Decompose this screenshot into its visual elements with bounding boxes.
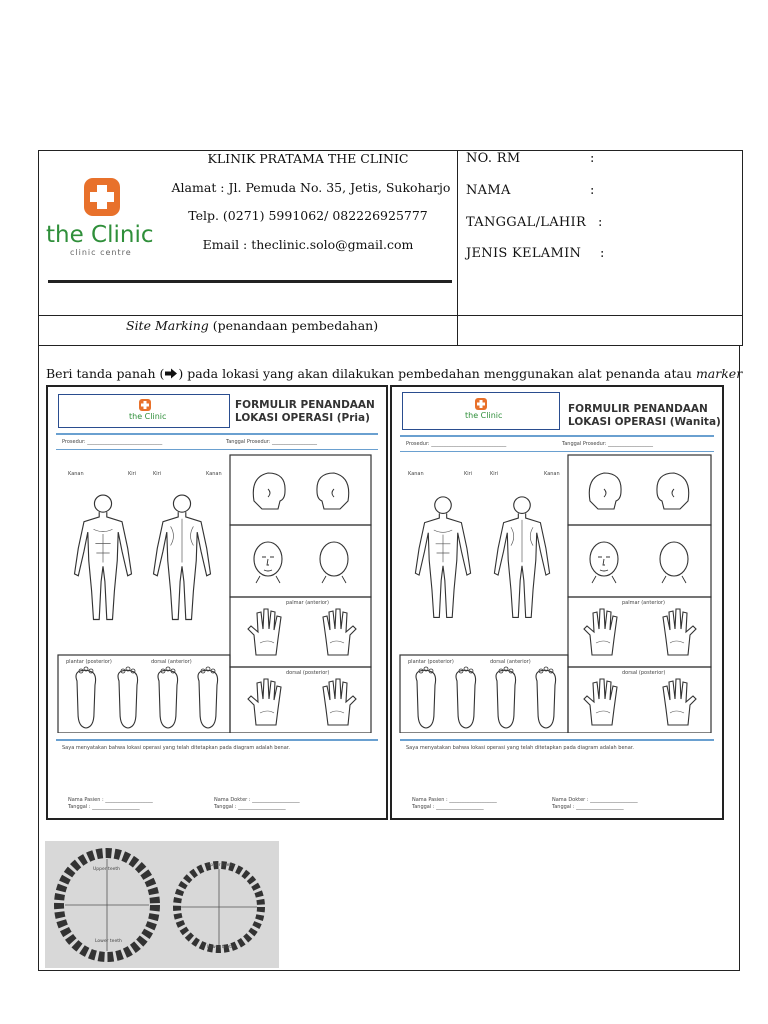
logo-tagline: clinic centre [70, 248, 132, 257]
logo-wordmark: the Clinic [46, 222, 154, 248]
tanggal-prosedur-field: Tanggal Prosedur: __________________ [226, 439, 318, 445]
field-jenis-kelamin-colon: : [600, 246, 605, 261]
form-title-line2: LOKASI OPERASI (Wanita) [568, 416, 721, 428]
prosedur-field: Prosedur: ______________________________ [406, 441, 507, 447]
form-logo-box [58, 394, 230, 428]
patient-date-field: Tanggal : ___________________ [68, 804, 140, 810]
svg-text:plantar (posterior): plantar (posterior) [408, 659, 454, 665]
site-marking-form-male [46, 385, 388, 820]
svg-text:dorsal (anterior): dorsal (anterior) [151, 659, 192, 665]
form-divider [56, 433, 378, 435]
upper-teeth-label: Upper teeth [207, 863, 234, 868]
cross-logo-icon [139, 399, 151, 411]
site-marking-title [126, 318, 378, 333]
upper-teeth-label: Upper teeth [93, 867, 120, 872]
svg-text:Kiri: Kiri [490, 471, 499, 477]
patient-name-field: Nama Pasien : ___________________ [412, 797, 497, 803]
field-no-rm-label: NO. RM [466, 151, 521, 166]
form-logo-box [402, 392, 560, 430]
svg-text:Kanan: Kanan [544, 471, 560, 477]
form-statement: Saya menyatakan bahwa lokasi operasi yang telah ditetapkan pada diagram adalah benar. [62, 745, 290, 751]
doctor-date-field: Tanggal : ___________________ [214, 804, 286, 810]
site-marking-rest: (penandaan pembedahan) [208, 318, 379, 333]
cross-logo-icon [46, 172, 156, 222]
form-logo-text: the Clinic [129, 412, 167, 421]
lower-teeth-label: Lower teeth [95, 939, 122, 944]
dental-chart [45, 841, 279, 968]
instruction-marker: marker [695, 366, 743, 381]
clinic-logo [46, 172, 156, 262]
site-marking-italic: Site Marking [126, 318, 209, 333]
svg-text:palmar (anterior): palmar (anterior) [622, 600, 665, 606]
doctor-date-field: Tanggal : ___________________ [552, 804, 624, 810]
svg-text:palmar (anterior): palmar (anterior) [286, 600, 329, 606]
svg-text:Kanan: Kanan [408, 471, 424, 477]
field-tanggal-lahir-colon: : [598, 215, 603, 230]
svg-text:plantar (posterior): plantar (posterior) [66, 659, 112, 665]
field-jenis-kelamin-label: JENIS KELAMIN [466, 246, 582, 261]
body-diagram-female [398, 453, 720, 733]
field-tanggal-lahir-label: TANGGAL/LAHIR [466, 215, 587, 230]
clinic-email: Email : theclinic.solo@gmail.com [202, 237, 414, 252]
header-divider [48, 280, 452, 283]
patient-name-field: Nama Pasien : ___________________ [68, 797, 153, 803]
form-divider [400, 739, 714, 741]
form-title-line1: FORMULIR PENANDAAN [235, 399, 375, 411]
svg-text:Kanan: Kanan [68, 471, 84, 477]
field-nama-colon: : [590, 183, 595, 198]
svg-text:dorsal (anterior): dorsal (anterior) [490, 659, 531, 665]
patient-date-field: Tanggal : ___________________ [412, 804, 484, 810]
body-diagram-male [56, 453, 381, 733]
clinic-address: Alamat : Jl. Pemuda No. 35, Jetis, Sukoharjo [171, 180, 451, 195]
svg-text:dorsal (posterior): dorsal (posterior) [622, 670, 666, 676]
arrow-right-icon [164, 368, 178, 379]
form-divider [400, 435, 714, 437]
instruction-start: Beri tanda panah ( [46, 366, 165, 381]
site-marking-form-female [390, 385, 724, 820]
instruction-middle: ) pada lokasi yang akan dilakukan pembedahan menggunakan alat penanda atau [178, 366, 696, 381]
lower-teeth-label: Lower teeth [207, 945, 234, 950]
prosedur-field: Prosedur: ______________________________ [62, 439, 163, 445]
field-nama-label: NAMA [466, 183, 511, 198]
svg-text:Kiri: Kiri [153, 471, 162, 477]
field-no-rm-colon: : [590, 151, 595, 166]
instruction-text [46, 366, 742, 381]
form-divider [400, 451, 714, 452]
form-title-line1: FORMULIR PENANDAAN [568, 403, 708, 415]
clinic-phone: Telp. (0271) 5991062/ 082226925777 [188, 208, 428, 223]
svg-text:Kiri: Kiri [128, 471, 137, 477]
svg-text:Kiri: Kiri [464, 471, 473, 477]
svg-text:Kanan: Kanan [206, 471, 222, 477]
patient-info-cell [458, 150, 743, 316]
tanggal-prosedur-field: Tanggal Prosedur: __________________ [562, 441, 654, 447]
clinic-name: KLINIK PRATAMA THE CLINIC [207, 151, 409, 166]
doctor-name-field: Nama Dokter : ___________________ [214, 797, 300, 803]
form-statement: Saya menyatakan bahwa lokasi operasi yang telah ditetapkan pada diagram adalah benar. [406, 745, 634, 751]
form-divider [56, 449, 378, 450]
form-divider [56, 739, 378, 741]
form-logo-text: the Clinic [465, 411, 503, 420]
svg-text:dorsal (posterior): dorsal (posterior) [286, 670, 330, 676]
cross-logo-icon [475, 398, 487, 410]
doctor-name-field: Nama Dokter : ___________________ [552, 797, 638, 803]
teeth-diagram-icon [45, 841, 279, 968]
form-title-line2: LOKASI OPERASI (Pria) [235, 412, 370, 424]
site-marking-empty-cell [458, 315, 743, 346]
